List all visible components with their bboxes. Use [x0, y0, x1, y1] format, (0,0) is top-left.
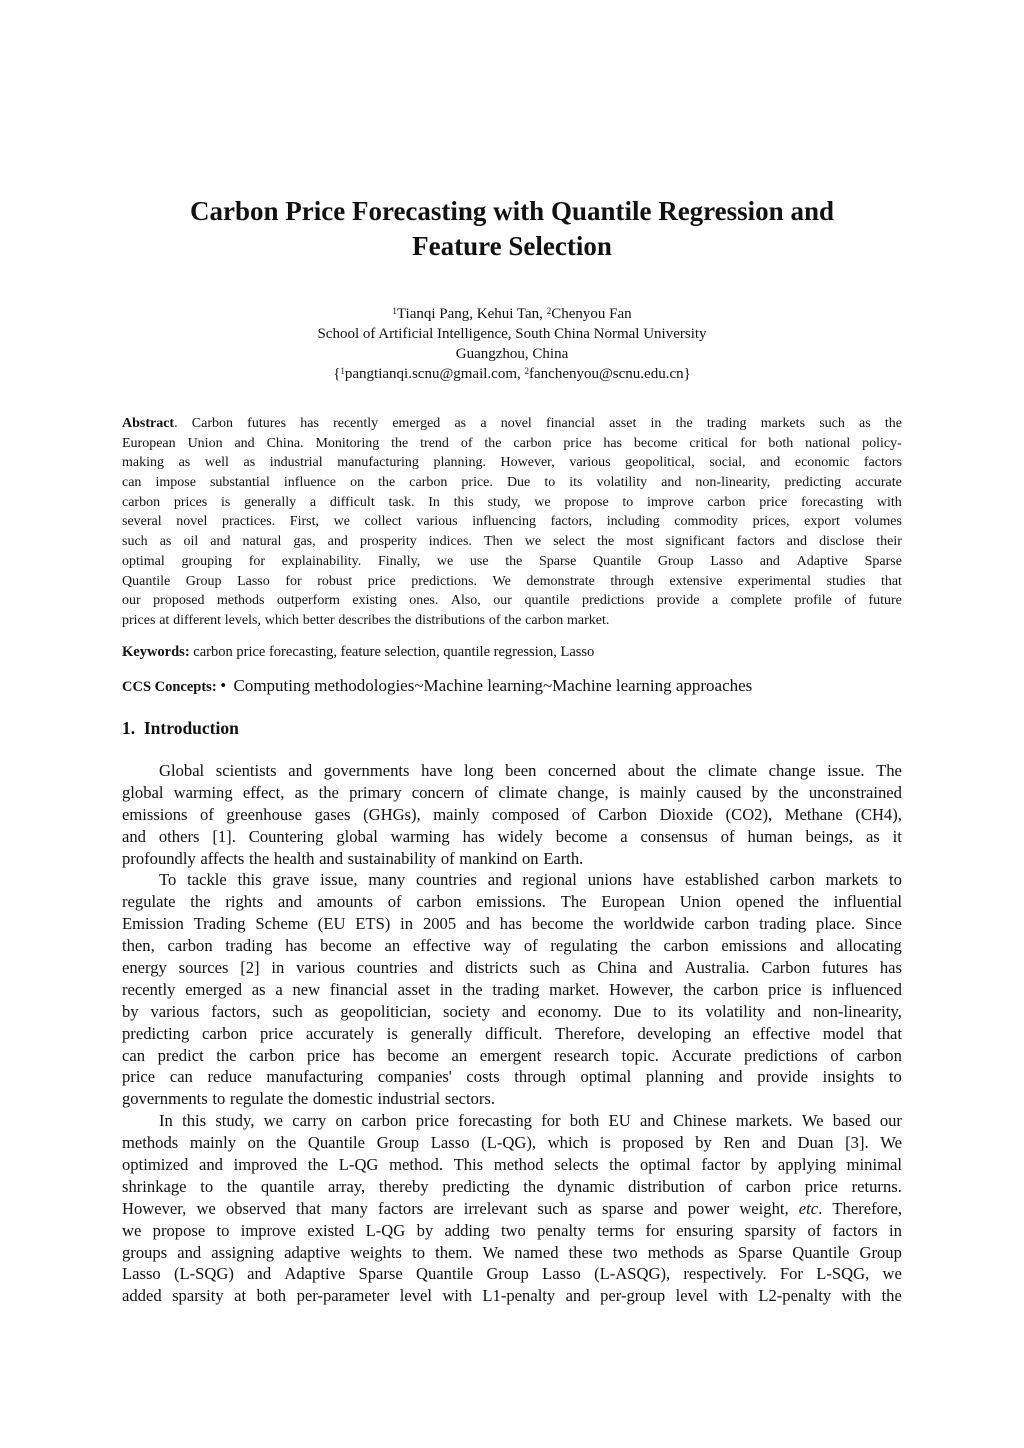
- intro-line: Global scientists and governments have long been concerned about the climate change issue. The: [159, 761, 902, 780]
- intro-line: To tackle this grave issue, many countries and regional unions have established carbon markets to: [159, 870, 902, 890]
- ccs-concepts: [122, 675, 902, 698]
- affiliation: School of Artificial Intelligence, South China Normal University: [317, 326, 707, 342]
- intro-line: emissions of greenhouse gases (GHGs), mainly composed of Carbon Dioxide (CO2), Methane (CH4),: [122, 804, 902, 824]
- intro-line: then, carbon trading has become an effective way of regulating the carbon emissions and allocating: [122, 936, 902, 956]
- email-2[interactable]: fanchenyou@scnu.edu.cn}: [529, 366, 691, 382]
- abstract-line: several novel practices. First, we collect various influencing factors, including commodity prices, export volumes: [122, 514, 902, 530]
- author-sup-1: 1: [392, 306, 397, 316]
- intro-line: added sparsity at both per-parameter level with L1-penalty and per-group level with L2-penalty with the: [122, 1286, 902, 1306]
- ccs-bullet: •: [220, 676, 227, 695]
- intro-line: by various factors, such as geopolitician, society and economy. Due to its volatility and non-linearity,: [122, 1001, 902, 1021]
- abstract: [122, 414, 902, 631]
- intro-line: In this study, we carry on carbon price forecasting for both EU and Chinese markets. We based our: [159, 1111, 902, 1131]
- abstract-line: Abstract. Carbon futures has recently emerged as a novel financial asset in the trading markets such as the: [122, 416, 902, 431]
- keywords: [122, 642, 902, 662]
- abstract-line: our proposed methods outperform existing ones. Also, our quantile predictions provide a complete profile of future: [122, 593, 902, 609]
- location: Guangzhou, China: [455, 346, 569, 362]
- section-title: Introduction: [143, 718, 239, 738]
- title-line-2: Feature Selection: [412, 231, 612, 261]
- intro-line: However, we observed that many factors are irrelevant such as sparse and power weight, etc. Therefore,: [122, 1198, 902, 1218]
- intro-line: methods mainly on the Quantile Group Lasso (L-QG), which is proposed by Ren and Duan [3]. We: [122, 1133, 902, 1153]
- keywords-text: carbon price forecasting, feature selection, quantile regression, Lasso: [189, 644, 595, 660]
- intro-line: we propose to improve existed L-QG by adding two penalty terms for ensuring sparsity of factors in: [122, 1220, 902, 1240]
- intro-line: price can reduce manufacturing companies' costs through optimal planning and provide insights to: [122, 1067, 902, 1087]
- etc-italic: etc: [798, 1198, 819, 1218]
- intro-line: Emission Trading Scheme (EU ETS) in 2005 and has become the worldwide carbon trading place. Since: [122, 914, 902, 934]
- email-sup-1: 1: [340, 366, 345, 376]
- ccs-label: CCS Concepts:: [122, 679, 217, 695]
- abstract-label: Abstract: [122, 416, 175, 431]
- abstract-line: optimal grouping for explainability. Finally, we use the Sparse Quantile Group Lasso and Adaptive Sparse: [122, 553, 902, 569]
- email-sup-2: 2: [524, 366, 530, 376]
- email-brace: {: [333, 366, 341, 382]
- abstract-line: carbon prices is generally a difficult task. In this study, we propose to improve carbon price forecasting with: [122, 494, 902, 510]
- intro-line: can predict the carbon price has become an emergent research topic. Accurate predictions of carbon: [122, 1045, 902, 1065]
- intro-line: optimized and improved the L-QG method. This method selects the optimal factor by applying minimal: [122, 1155, 902, 1175]
- title-line-1: Carbon Price Forecasting with Quantile Regression and: [190, 196, 834, 226]
- intro-line: and others [1]. Countering global warming has widely become a consensus of human beings, as it: [122, 826, 902, 846]
- author-block: [0, 304, 1024, 384]
- author-names: [0, 304, 1024, 324]
- intro-line: recently emerged as a new financial asset in the trading market. However, the carbon price is influenced: [122, 979, 902, 999]
- section-heading: [122, 716, 239, 740]
- abstract-line: Quantile Group Lasso for robust price predictions. We demonstrate through extensive experimental studies that: [122, 573, 902, 589]
- ccs-text: Computing methodologies~Machine learning~Machine learning approaches: [233, 676, 753, 695]
- author-names-a: Tianqi Pang, Kehui Tan,: [396, 306, 547, 322]
- keywords-label: Keywords:: [122, 644, 190, 660]
- intro-line: groups and assigning adaptive weights to them. We named these two methods as Sparse Quantile Group: [122, 1242, 902, 1262]
- abstract-line: such as oil and natural gas, and prosperity indices. Then we select the most significant factors and disclose their: [122, 534, 902, 550]
- intro-line: profoundly affects the health and sustainability of mankind on Earth.: [122, 848, 584, 868]
- emails: [0, 364, 1024, 384]
- introduction-body: [122, 760, 902, 1307]
- paper-title: [0, 194, 1024, 264]
- intro-line: regulate the rights and amounts of carbon emissions. The European Union opened the influential: [122, 892, 902, 912]
- intro-line: predicting carbon price accurately is generally difficult. Therefore, developing an effective model that: [122, 1023, 902, 1043]
- section-number: 1.: [122, 718, 136, 738]
- intro-line: global warming effect, as the primary concern of climate change, is mainly caused by the unconstrained: [122, 782, 902, 802]
- author-names-b: Chenyou Fan: [551, 306, 632, 322]
- abstract-line: European Union and China. Monitoring the trend of the carbon price has become critical for both national policy-: [122, 435, 902, 451]
- intro-line: governments to regulate the domestic industrial sectors.: [122, 1089, 496, 1109]
- abstract-line: prices at different levels, which better describes the distributions of the carbon market.: [122, 612, 610, 628]
- intro-line: energy sources [2] in various countries and districts such as China and Australia. Carbon futures has: [122, 958, 902, 978]
- email-1[interactable]: pangtianqi.scnu@gmail.com,: [344, 366, 525, 382]
- intro-line: Lasso (L-SQG) and Adaptive Sparse Quantile Group Lasso (L-ASQG), respectively. For L-SQG, we: [122, 1264, 902, 1284]
- abstract-line: making as well as industrial manufacturing planning. However, various geopolitical, social, and economic factors: [122, 455, 902, 471]
- intro-line: shrinkage to the quantile array, thereby predicting the dynamic distribution of carbon price returns.: [122, 1176, 902, 1196]
- abstract-line: can impose substantial influence on the carbon price. Due to its volatility and non-linearity, predicting accurate: [122, 475, 902, 491]
- author-sup-2: 2: [546, 306, 552, 316]
